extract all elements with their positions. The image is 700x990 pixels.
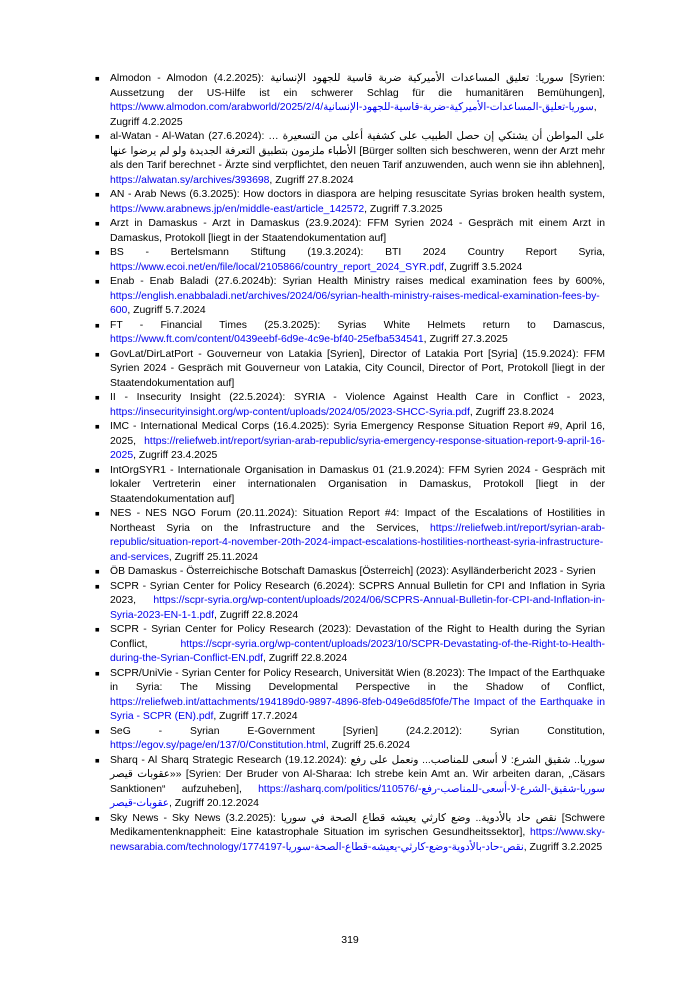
reference-link[interactable]: https://www.arabnews.jp/en/middle-east/article_142572 <box>110 203 365 215</box>
reference-text: , Zugriff 7.3.2025 <box>364 203 443 215</box>
reference-entry <box>95 464 605 508</box>
reference-text: , Zugriff 25.11.2024 <box>168 551 259 563</box>
reference-entry <box>95 507 605 565</box>
reference-link[interactable]: https://reliefweb.int/report/syrian-arab-republic/syria-emergency-response-situation-report-9-april-16-2025 <box>110 435 605 461</box>
reference-text: , Zugriff 27.3.2025 <box>423 334 508 345</box>
bullet-square-icon: ■ <box>95 320 100 330</box>
reference-text: SeG - Syrian E-Government [Syrien] (24.2.2012): Syrian Constitution, <box>110 725 605 737</box>
bullet-square-icon: ■ <box>95 509 100 518</box>
reference-link[interactable]: https://scpr-syria.org/wp-content/uploads/2024/06/SCPRS-Annual-Bulletin-for-CPI-and-Inflation-in-Syria-2023-EN-1-1.pdf <box>110 595 605 621</box>
reference-link[interactable]: https://www.ft.com/content/0439eebf-6d9e-4c9e-bf40-25efba534541 <box>110 334 424 345</box>
reference-entry <box>95 319 605 348</box>
reference-text: BS - Bertelsmann Stiftung (19.3.2024): BTI 2024 Country Report Syria, <box>110 247 605 258</box>
reference-entry <box>95 72 605 130</box>
bullet-square-icon: ■ <box>95 726 100 736</box>
reference-text: , Zugriff 22.8.2024 <box>263 653 348 664</box>
reference-entry <box>95 754 605 812</box>
reference-text: IMC - International Medical Corps (16.4.2025): Syria Emergency Response Situation Report #9, April 16, 2025, <box>110 421 605 447</box>
reference-text: II - Insecurity Insight (22.5.2024): SYRIA - Violence Against Health Care in Conflict - 2023, <box>110 392 605 403</box>
reference-text: Enab - Enab Baladi (27.6.2024b): Syrian Health Ministry raises medical examination fees by 600%, <box>110 276 605 287</box>
reference-text: NES - NES NGO Forum (20.11.2024): Situation Report #4: Impact of the Escalations of Hostilities in Northeast Syria on the Infrastructure and the Services, <box>110 508 605 534</box>
reference-text: FT - Financial Times (25.3.2025): Syrias White Helmets return to Damascus, <box>110 319 605 331</box>
reference-text: SCPR - Syrian Center for Policy Research (6.2024): SCPRS Annual Bulletin for CPI and Inflation in Syria 2023, <box>110 580 605 606</box>
reference-text: Almodon - Almodon (4.2.2025): سوريا: تعليق المساعدات الأميركية ضربة قاسية للجهود الإنسانية [Syrien: Aussetzung der US-Hilfe ist ein schwerer Schlag für die humanitären Bemühungen], <box>110 73 605 99</box>
reference-text: , Zugriff 25.6.2024 <box>325 740 410 751</box>
bullet-square-icon: ■ <box>95 132 100 141</box>
reference-text: Sharq - Al Sharq Strategic Research (19.12.2024): سوريا.. شقيق الشرع: لا أسعى للمناصب... ونعمل على رفع «عقوبات قيصر» [Syrien: Der Bruder von Al-Sharaa: Ich strebe kein Amt an. Wir arbeiten daran, „Cäsars Sanktionen“ aufzuheben], <box>110 754 605 795</box>
reference-entry <box>95 812 605 856</box>
reference-link[interactable]: https://egov.sy/page/en/137/0/Constitution.html <box>110 740 326 751</box>
bullet-square-icon: ■ <box>95 465 100 475</box>
reference-text: , Zugriff 23.4.2025 <box>133 450 218 461</box>
reference-list <box>95 72 605 855</box>
reference-entry <box>95 667 605 725</box>
reference-entry <box>95 275 605 319</box>
bullet-square-icon: ■ <box>95 422 100 431</box>
reference-text: , Zugriff 20.12.2024 <box>168 798 259 809</box>
reference-entry <box>95 348 605 392</box>
reference-entry <box>95 623 605 667</box>
bullet-square-icon: ■ <box>95 393 100 402</box>
reference-entry <box>95 188 605 217</box>
bullet-square-icon: ■ <box>95 581 100 591</box>
reference-text: , Zugriff 17.7.2024 <box>213 711 298 722</box>
bullet-square-icon: ■ <box>95 349 100 359</box>
reference-text: , Zugriff 3.5.2024 <box>443 261 523 273</box>
bullet-square-icon: ■ <box>95 668 100 678</box>
reference-text: IntOrgSYR1 - Internationale Organisation in Damaskus 01 (21.9.2024): FFM Syrien 2024 - Gespräch mit lokaler Vertreterin einer internationalen Organisation in Damaskus, Protokoll [liegt in der Staatendokumentation auf] <box>110 464 605 505</box>
reference-entry <box>95 130 605 188</box>
reference-link[interactable]: https://english.enabbaladi.net/archives/2024/06/syrian-health-ministry-raises-medical-examination-fees-by-600 <box>110 290 600 316</box>
bullet-square-icon: ■ <box>95 567 100 576</box>
reference-text: , Zugriff 27.8.2024 <box>269 174 354 186</box>
reference-link[interactable]: https://scpr-syria.org/wp-content/uploads/2023/10/SCPR-Devastating-of-the-Right-to-Health-during-the-Syrian-Conflict-EN.pdf <box>110 638 605 664</box>
reference-link[interactable]: https://www.ecoi.net/en/file/local/2105866/country_report_2024_SYR.pdf <box>110 261 444 273</box>
reference-text: AN - Arab News (6.3.2025): How doctors in diaspora are helping resuscitate Syrias broken health system, <box>110 189 605 200</box>
reference-entry <box>95 565 605 580</box>
reference-link[interactable]: https://reliefweb.int/report/syrian-arab-republic/situation-report-4-november-20th-2024-impact-escalations-hostilities-northeast-syria-infrastructure-and-services <box>110 522 605 563</box>
reference-link[interactable]: https://www.sky-newsarabia.com/technology/1774197-نقص-حاد-بالأدوية-وضع-كارثي-يعيشه-قطاع-الصحة-سوريا <box>110 827 605 853</box>
bullet-square-icon: ■ <box>95 813 100 823</box>
reference-link[interactable]: https://www.almodon.com/arabworld/2025/2/4/سوريا-تعليق-المساعدات-الأميركية-ضربة-قاسية-للجهود-الإنسانية <box>110 102 594 113</box>
reference-text: al-Watan - Al-Watan (27.6.2024): على المواطن أن يشتكي إن حصل الطبيب على كشفية أعلى من التسعيرة … الأطباء ملزمون بتطبيق التعرفة الجديدة ولو لم يرضوا عنها [Bürger sollten sich beschweren, wenn der Arzt mehr als den Tarif berechnet - Ärzte sind verpflichtet, den neuen Tarif anzuwenden, auch wenn sie ihn ablehnen], <box>110 131 605 171</box>
reference-link[interactable]: https://alwatan.sy/archives/393698 <box>110 174 270 186</box>
reference-link[interactable]: https://insecurityinsight.org/wp-content/uploads/2024/05/2023-SHCC-Syria.pdf <box>110 406 470 418</box>
reference-entry <box>95 246 605 275</box>
reference-text: , Zugriff 22.8.2024 <box>213 609 299 621</box>
reference-entry <box>95 725 605 754</box>
reference-entry <box>95 580 605 624</box>
reference-link[interactable]: https://asharq.com/politics/110576/سوريا-شقيق-الشرع-لا-أسعى-للمناصب-رفع-عقوبات-قيصر <box>110 783 605 809</box>
reference-text: GovLat/DirLatPort - Gouverneur von Latakia [Syrien], Director of Latakia Port [Syria] (15.9.2024): FFM Syrien 2024 - Gespräch mit Gouverneur von Latakia, City Council, Director of Port, Protokoll [liegt in der Staatendokumentation auf] <box>110 348 605 389</box>
reference-text: Arzt in Damaskus - Arzt in Damaskus (23.9.2024): FFM Syrien 2024 - Gespräch mit einem Arzt in Damaskus, Protokoll [liegt in der Staatendokumentation auf] <box>110 218 605 244</box>
bullet-square-icon: ■ <box>95 755 100 765</box>
reference-text: , Zugriff 3.2.2025 <box>523 841 603 853</box>
bullet-square-icon: ■ <box>95 219 100 228</box>
reference-text: , Zugriff 23.8.2024 <box>469 406 554 418</box>
page-number: 319 <box>341 933 359 946</box>
reference-entry <box>95 217 605 246</box>
reference-text: , Zugriff 5.7.2024 <box>127 305 206 316</box>
reference-text: , Zugriff 4.2.2025 <box>110 102 597 128</box>
reference-text: SCPR/UniVie - Syrian Center for Policy Research, Universität Wien (8.2023): The Impact of the Earthquake in Syria: The Missing Developmental Perspective in the Shadow of Conflict, <box>110 667 605 693</box>
bullet-square-icon: ■ <box>95 625 100 634</box>
bullet-square-icon: ■ <box>95 277 100 286</box>
bullet-square-icon: ■ <box>95 190 100 199</box>
bullet-square-icon: ■ <box>95 74 100 83</box>
bullet-square-icon: ■ <box>95 248 100 257</box>
reference-entry <box>95 391 605 420</box>
reference-text: ÖB Damaskus - Österreichische Botschaft Damaskus [Österreich] (2023): Asylländerbericht 2023 - Syrien <box>110 566 596 577</box>
reference-link[interactable]: https://reliefweb.int/attachments/194189d0-9897-4896-8feb-049e6d85f0fe/The Impact of the Earthquake in Syria - SCPR (EN).pdf <box>110 696 605 722</box>
reference-entry <box>95 420 605 464</box>
reference-text: SCPR - Syrian Center for Policy Research (2023): Devastation of the Right to Health during the Syrian Conflict, <box>110 624 605 650</box>
reference-text: Sky News - Sky News (3.2.2025): نقص حاد بالأدوية.. وضع كارثي يعيشه قطاع الصحة في سوريا [Schwere Medikamentenknappheit: Eine katastrophale Situation im syrischen Gesundheitssektor], <box>110 812 606 838</box>
